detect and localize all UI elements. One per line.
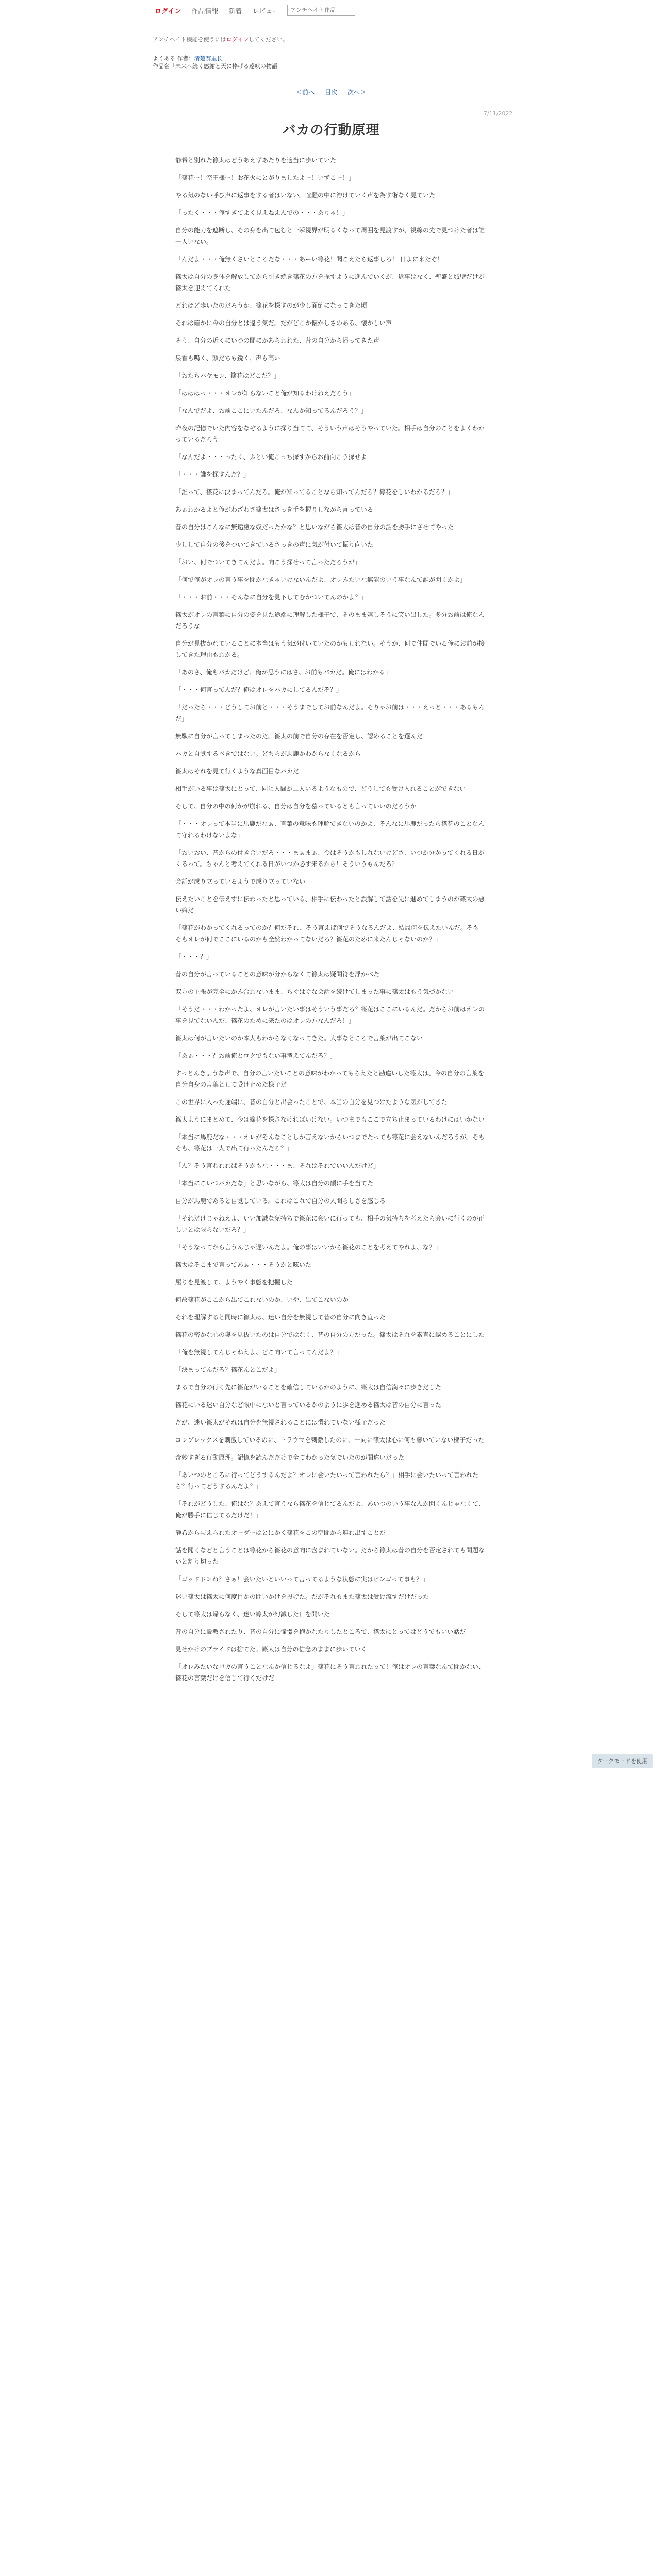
- body-paragraph: 自分が見抜かれていることに本当はもう気が付いていたのかもしれない。そうか、何で仲間でいる俺にお前が接してきた理由もわかる。: [175, 640, 485, 658]
- body-paragraph: あぁわかるよと俺がわざわざ篠太はさっき手を握りしながら言っている: [175, 506, 373, 513]
- login-link[interactable]: ログイン: [155, 7, 181, 15]
- next-link[interactable]: 次へ＞: [347, 89, 366, 96]
- body-paragraph: そして、自分の中の何かが崩れる、自分は自分を慕っているとも言っていいのだろうか: [175, 803, 417, 810]
- body-paragraph: 昔の自分はこんなに無遠慮な奴だったかな？と思いながら篠太は昔の自分の話を勝手にさせてやった: [175, 523, 454, 531]
- body-paragraph: 「ゴッドドンね？さぁ！会いたいといいって言ってるような状態に実はビンゴって事も？」: [175, 1575, 429, 1583]
- body-paragraph: 自分の能力を遮断し、その身を出て包むと一瞬視界が明るくなって周囲を見渡すが、視線の先で見つけた者は誰一人いない。: [175, 227, 485, 245]
- login-notice: [153, 35, 288, 43]
- body-paragraph: 「そうなってから言うんじゃ遅いんだよ。俺の事はいいから篠花のことを考えてやれよ、な？」: [175, 1244, 442, 1251]
- body-paragraph: 伝えたいことを伝えずに伝わったと思っている、相手に伝わったと誤解して話を先に進めてしまうのが篠太の悪い癖だ: [175, 895, 485, 914]
- body-paragraph: 静希から与えられたオーダーはとにかく篠花をこの空間から連れ出すことだ: [175, 1529, 386, 1536]
- body-paragraph: 「本当にこいつバカだな」と思いながら、篠太は自分の額に手を当てた: [175, 1180, 374, 1187]
- body-paragraph: まるで自分の行く先に篠花がいることを確信しているかのように、篠太は自信満々に歩きだした: [175, 1384, 441, 1391]
- body-paragraph: 少しして自分の後をついてきているさっきの声に気が付いて振り向いた: [175, 541, 374, 548]
- body-paragraph: 静希と別れた篠太はどうあえずあたりを適当に歩いていた: [175, 157, 337, 164]
- body-paragraph: 奇妙すぎる行動原理。記憶を読んだだけで全てわかった気でいたのが間違いだった: [175, 1454, 405, 1461]
- work-meta: [153, 55, 283, 70]
- new-novels-link[interactable]: 新着: [228, 7, 242, 15]
- body-paragraph: 「おい、何でついてきてんだよ。向こう探せって言っただろうが」: [175, 558, 361, 566]
- body-paragraph: そう、自分の近くにいつの間にかあらわれた、昔の自分から帰ってきた声: [175, 337, 380, 344]
- body-paragraph: 話を聞くなどと言うことは篠花から篠花の意向に含まれていない。だから篠太は昔の自分を否定されても問題ないと割り切った: [175, 1547, 485, 1565]
- body-paragraph: 昔の自分が言っていることの意味が分からなくて篠太は疑問符を浮かべた: [175, 971, 380, 978]
- post-date: 7/11/2022: [484, 110, 513, 117]
- body-paragraph: だが、迷い篠太がそれは自分を無視されることには慣れていない様子だった: [175, 1419, 386, 1426]
- body-paragraph: バカと自覚するべきではない。どちらが馬鹿かわからなくなるから: [175, 750, 361, 757]
- chapter-pager: [0, 88, 662, 96]
- top-nav-group: [153, 5, 355, 16]
- notice-prefix: アンチヘイト機能を使うには: [153, 36, 226, 43]
- body-paragraph: 何故篠花がここから出てこれないのか、いや、出てこないのか: [175, 1296, 349, 1303]
- body-paragraph: 「なんだよ・・・ったく、ふとい俺こっち探すからお前向こう探せよ」: [175, 453, 373, 461]
- body-paragraph: 「・・・何言ってんだ？俺はオレをバカにしてるんだぞ？」: [175, 686, 343, 693]
- author-link[interactable]: 清楚赛里长: [194, 55, 223, 62]
- body-paragraph: 篠太がオレの言葉に自分の姿を見た途端に理解した様子で、そのまま嬉しそうに笑い出した。多分お前は俺なんだろうな: [175, 611, 485, 630]
- body-paragraph: 会話が成り立っているようで成り立っていない: [175, 878, 306, 885]
- prev-link[interactable]: ＜前へ: [296, 89, 315, 96]
- body-paragraph: そして篠太は帰らなく、迷い篠太が幻滅した口を開いた: [175, 1611, 330, 1618]
- body-paragraph: 無駄に自分が言ってしまったのだ。篠太の前で自分の存在を否定し、認めることを選んだ: [175, 733, 423, 740]
- body-paragraph: 「おいおい、昔からの付き合いだろ・・・まぁまぁ、今はそうかもしれないけどさ、いつか分かってくれる日がくるって。ちゃんと考えてくれる日がいつか必ず来るから！そういうもんだろ？」: [175, 849, 485, 868]
- search-input[interactable]: [287, 5, 355, 16]
- body-paragraph: 双方の主張が完全にかみ合わないまま、ちぐはぐな会話を続けてしまった事に篠太はもう気づかない: [175, 988, 454, 995]
- body-paragraph: 篠花にいる迷い自分など眼中にないと言っているかのように歩を進める篠太は昔の自分に言った: [175, 1401, 442, 1409]
- body-paragraph: 「篠花ー！空王様ー！お花火にとがりましたよー！いずこー！」: [175, 174, 355, 181]
- body-paragraph: 見せかけのプライドは捨てた。篠太は自分の信念のままに歩いていく: [175, 1646, 367, 1653]
- body-paragraph: 「・・・お前・・・そんなに自分を見下してむかついてんのかよ？」: [175, 594, 368, 601]
- body-paragraph: 「本当に馬鹿だな・・・オレがそんなことしか言えないからいつまでたっても篠花に会えないんだろうが。そもそも、篠花は一人で出て行ったんだろ？」: [175, 1133, 485, 1152]
- body-paragraph: 「なんでだよ、お前ここにいたんだろ、なんか知ってるんだろう？」: [175, 407, 368, 414]
- body-paragraph: 「俺を無視してんじゃねえよ、どこ向いて言ってんだよ？」: [175, 1349, 343, 1356]
- body-paragraph: どれほど歩いたのだろうか、篠花を探すのが少し面倒になってきた頃: [175, 302, 368, 309]
- body-paragraph: 「それだけじゃねえよ、いい加減な気持ちで篠花に会いに行っても、相手の気持ちを考えたら会いに行くのが正しいとは限らないだろ？」: [175, 1215, 485, 1233]
- body-paragraph: 「あぁ・・・？お前俺とロクでもない事考えてんだろ？」: [175, 1052, 336, 1059]
- body-paragraph: 「誰って、篠花に決まってんだろ。俺が知ってることなら知ってんだろ？篠花をしいわかるだろ？」: [175, 488, 454, 496]
- body-paragraph: 「ん？そう言われればそうかもな・・・ま、それはそれでいいんだけど」: [175, 1162, 380, 1170]
- body-paragraph: 「あのさ、俺もバカだけど、俺が思うにはさ、お前もバカだ。俺にはわかる」: [175, 669, 392, 676]
- body-paragraph: 「それがどうした、俺はな？あえて言うなら篠花を信じてるんだよ、あいつのいう事なんか聞くんじゃなくて、俺が勝手に信じてるだけだ！」: [175, 1500, 485, 1519]
- body-paragraph: 屈りを見渡して、ようやく事態を把握した: [175, 1279, 293, 1286]
- body-paragraph: それは確かに今の自分とは違う気だ。だがどこか懐かしさのある、懐かしい声: [175, 319, 392, 327]
- author-prefix: よくある 作者：: [153, 55, 194, 62]
- body-paragraph: 「だったら・・・どうしてお前と・・・そうまでしてお前なんだよ。そりゃお前は・・・えっと・・・あるもんだ」: [175, 704, 485, 722]
- body-paragraph: 昔の自分に説教されたり、昔の自分に憧憬を抱かれたりしたところで、篠太にとってはどうでもいい話だ: [175, 1628, 466, 1635]
- work-title-line: 作品名「未来へ続く感謝と天に捧げる遠吠の物語」: [153, 63, 283, 70]
- body-paragraph: 「決まってんだろ？篠花んとこだよ」: [175, 1366, 281, 1374]
- body-paragraph: 篠太はそこまで言ってあぁ・・・そうかと呟いた: [175, 1261, 311, 1268]
- top-navigation-bar: [0, 0, 662, 21]
- review-link[interactable]: レビュー: [252, 7, 279, 15]
- body-paragraph: 「・・・？」: [175, 953, 213, 960]
- body-paragraph: やる気のない呼び声に返事をする者はいない。喧騒の中に溶けていく声を為す術なく見ていた: [175, 192, 436, 199]
- body-paragraph: 篠太は自分の身体を解放してから引き続き篠花の方を探すように進んでいくが、返事はなく、聖盛と城壁だけが篠太を迎えてくれた: [175, 273, 485, 292]
- body-paragraph: 篠太はそれを見て行くような真面目なバカだ: [175, 768, 300, 775]
- body-paragraph: 相手がいる事は篠太にとって、同じ人間が二人いるようなもので、どうしても受け入れることができない: [175, 785, 466, 792]
- body-paragraph: 「篠花がわかってくれるってのか？何だそれ、そう言えば何でそうなるんだよ、結局何を伝えたいんだ。そもそもオレが何でここにいるのかも全然わかってないだろ？篠花のために来たんじゃないのか？」: [175, 924, 479, 943]
- body-paragraph: 「オレみたいなバカの言うことなんか信じるなよ」篠花にそう言われたって！俺はオレの言葉なんて聞かない、篠花の言葉だけを信じて行くだけだ: [175, 1663, 485, 1682]
- index-link[interactable]: 目次: [324, 89, 337, 96]
- body-paragraph: すっとんきょうな声で、自分の言いたいことの意味がわかってもらえたと勘違いした篠太は、今の自分の言葉を自分自身の言葉として受け止めた様子だ: [175, 1070, 485, 1088]
- works-info-link[interactable]: 作品情報: [191, 7, 219, 15]
- body-paragraph: 「・・・誰を探すんだ？」: [175, 471, 250, 478]
- body-paragraph: 泉香も嗚く、頭だちも鋭く、声も高い: [175, 354, 280, 362]
- notice-suffix: してください。: [249, 36, 289, 43]
- body-paragraph: 昨夜の記憶でいた内容をなぞるように探り当てて、そういう声はそうやっていた。相手は自分のことをよくわかっているだろう: [175, 425, 485, 443]
- notice-login-link[interactable]: ログイン: [226, 36, 249, 43]
- body-paragraph: 篠太は何が言いたいのか本人もわからなくなってきた。大事なところで言葉が出てこない: [175, 1035, 423, 1042]
- author-line: [153, 55, 283, 62]
- body-paragraph: 「おたちバヤモン、篠花はどこだ？」: [175, 372, 280, 379]
- body-paragraph: 「そうだ・・・わかったよ、オレが言いたい事はそういう事だろ？篠花はここにいるんだ。だからお前はオレの事を見てないんだ、篠花のために来たのはオレの方なんだろ！」: [175, 1006, 485, 1024]
- body-paragraph: 迷い篠太は篠太に何度目かの問いかけを投げた。だがそれもまた篠太は受け流すだけだった: [175, 1593, 429, 1600]
- body-paragraph: 「ったく・・・俺すぎてよく見えねえんでの・・・ありゃ！」: [175, 209, 349, 216]
- chapter-body: [175, 155, 485, 1690]
- body-paragraph: 自分が馬鹿であると自覚している。これはこれで自分の人間らしさを感じる: [175, 1197, 386, 1205]
- chapter-title: バカの行動原理: [282, 123, 380, 138]
- body-paragraph: 篠太ようにまとめて、今は篠花を探さなければいけない。いつまでもここで立ち止まっているわけにはいかない: [175, 1116, 485, 1123]
- body-paragraph: コンプレックスを刺激しているのに、トラウマを刺激したのに、一向に篠太は心に何も響いていない様子だった: [175, 1436, 485, 1444]
- body-paragraph: 篠花の密かな心の奥を見抜いたのは自分ではなく、昔の自分の方だった。篠太はそれを素直に認めることにした: [175, 1331, 485, 1338]
- body-paragraph: 「何で俺がオレの言う事を聞かなきゃいけないんだよ、オレみたいな無能のいう事なんて誰が聞くかよ」: [175, 576, 467, 583]
- body-paragraph: 「あいつのところに行ってどうするんだよ？オレに会いたいって言われたら？」相手に会いたいって言われたら？行ってどうするんだよ？」: [175, 1471, 479, 1490]
- body-paragraph: この世界に入った途端に、昔の自分と出会ったことで、本当の自分を見つけたような気がしてきた: [175, 1098, 448, 1106]
- body-paragraph: それを理解すると同時に篠太は、迷い自分を無視して昔の自分に向き直った: [175, 1314, 386, 1321]
- dark-mode-toggle-button[interactable]: ダークモードを使用: [592, 1754, 653, 1768]
- body-paragraph: 「・・・オレって本当に馬鹿だなぁ、言葉の意味も理解できないのかよ、そんなに馬鹿だったら篠花のことなんて守れるわけないよな」: [175, 820, 485, 839]
- body-paragraph: 「んだよ・・・俺無くさいところだな・・・あーい篠花！聞こえたら返事しろ！ 日よに来たぞ！」: [175, 256, 450, 263]
- body-paragraph: 「はははっ・・・オレが知らないこと俺が知るわけねえだろう」: [175, 389, 355, 397]
